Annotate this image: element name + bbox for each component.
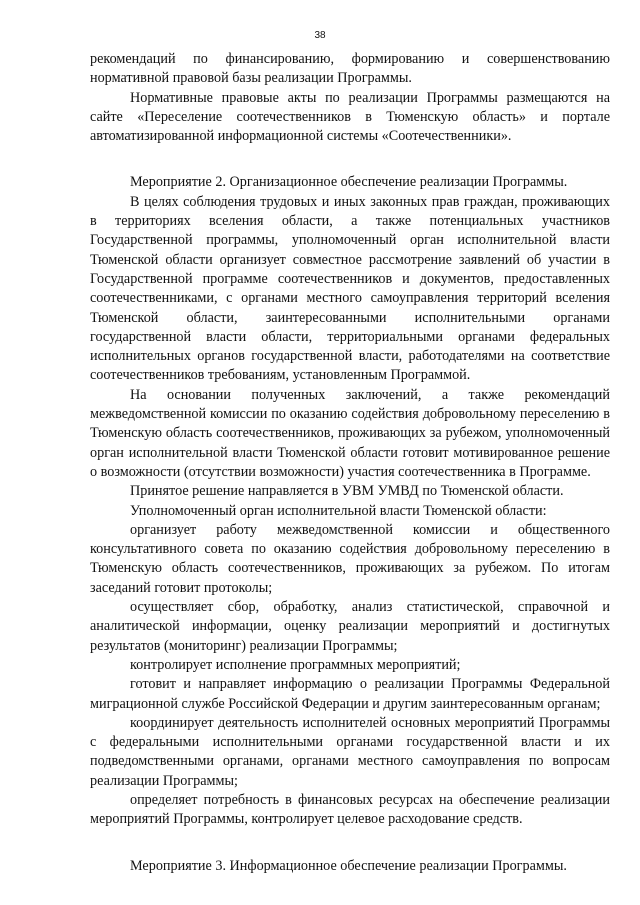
paragraph-rights-protection: В целях соблюдения трудовых и иных законных прав граждан, проживающих в территориях вселения области, а также потенциальных участников Государственной программы, уполномоченный орган исполнительной власти Тюменской области организует совместное рассмотрение заявлений об участии в Государственной программе соотечественников и документов, предоставленных соотечественниками, с органами местного самоуправления территорий вселения Тюменской области, заинтересованными исполнительными органами государственной власти области, территориальными органами федеральных исполнительных органов государственной власти, работодателями на соответствие соотечественников требованиям, установленным Программой.	[90, 193, 610, 384]
list-item-organizes-commission: организует работу межведомственной комиссии и общественного консультативного совета по оказанию содействия добровольному переселению в Тюменскую область соотечественников, проживающих за рубежом. По итогам заседаний готовит протоколы;	[90, 521, 610, 596]
paragraph-authorized-body: Уполномоченный орган исполнительной власти Тюменской области:	[130, 502, 547, 519]
document-body	[90, 50, 610, 876]
paragraph-normative-acts: Нормативные правовые акты по реализации Программы размещаются на сайте «Переселение соотечественников в Тюменскую область» и портале автоматизированной информационной системы «Соотечественники».	[90, 89, 610, 145]
section-heading-measure-2: Мероприятие 2. Организационное обеспечение реализации Программы.	[130, 174, 568, 191]
list-item-controls-execution: контролирует исполнение программных мероприятий;	[130, 656, 461, 673]
list-item-collects-information: осуществляет сбор, обработку, анализ статистической, справочной и аналитической информации, оценку реализации мероприятий и достигнутых результатов (мониторинг) реализации Программы;	[90, 599, 610, 654]
list-item-determines-financing: определяет потребность в финансовых ресурсах на обеспечение реализации мероприятий Программы, контролирует целевое расходование средств.	[90, 791, 610, 828]
list-item-prepares-information: готовит и направляет информацию о реализации Программы Федеральной миграционной службе Российской Федерации и другим заинтересованным органам;	[90, 676, 610, 712]
paragraph-decision-sent: Принятое решение направляется в УВМ УМВД по Тюменской области.	[130, 483, 564, 500]
paragraph-continuation: рекомендаций по финансированию, формированию и совершенствованию нормативной правовой базы реализации Программы.	[90, 51, 610, 87]
page-number: 38	[314, 30, 326, 41]
section-heading-measure-3: Мероприятие 3. Информационное обеспечение реализации Программы.	[130, 857, 567, 874]
paragraph-based-on-conclusions: На основании полученных заключений, а также рекомендаций межведомственной комиссии по оказанию содействия добровольному переселению в Тюменскую область соотечественников, проживающих за рубежом, уполномоченный орган исполнительной власти Тюменской области готовит мотивированное решение о возможности (отсутствии возможности) участия соотечественника в Программе.	[90, 386, 610, 480]
list-item-coordinates-activities: координирует деятельность исполнителей основных мероприятий Программы с федеральными исполнительными органами государственной власти и их подведомственными органами, органами местного самоуправления по вопросам реализации Программы;	[90, 714, 610, 789]
